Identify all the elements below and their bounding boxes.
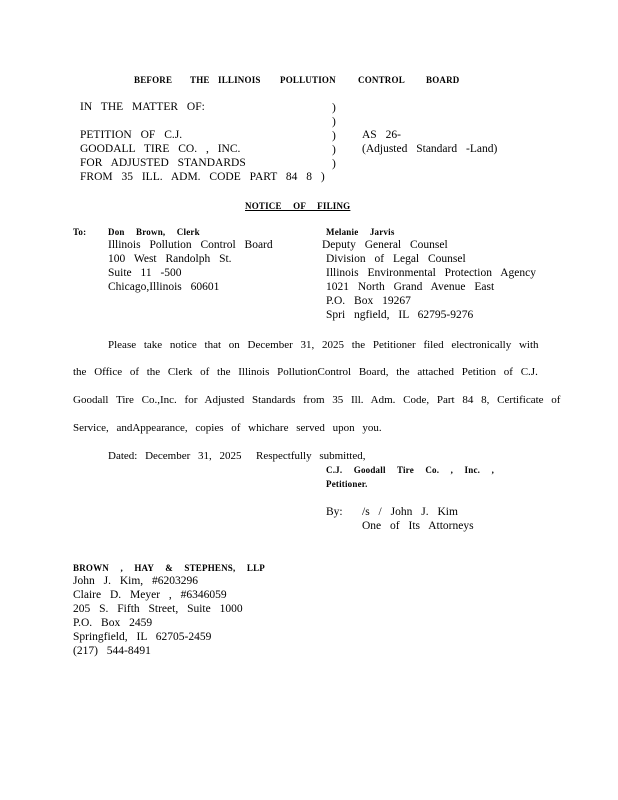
- addressee-name: Don Brown, Clerk: [108, 227, 200, 237]
- party-name: C.J. Goodall Tire Co. , Inc. ,: [326, 465, 495, 475]
- address-line: Illinois Pollution Control Board: [108, 239, 273, 251]
- heading-word: THE: [190, 75, 210, 85]
- caption-line: IN THE MATTER OF:: [80, 101, 205, 113]
- notice-title: NOTICE OF FILING: [245, 201, 351, 211]
- paragraph-line: Please take notice that on December 31, 2025 the Petitioner filed electronically with: [108, 339, 539, 351]
- signer-role: One of Its Attorneys: [362, 520, 474, 532]
- closing-line: Respectfully submitted,: [256, 450, 366, 462]
- address-line: Deputy General Counsel: [322, 239, 448, 251]
- address-line: Division of Legal Counsel: [326, 253, 466, 265]
- caption-line: PETITION OF C.J.: [80, 129, 183, 141]
- caption-bracket: ): [332, 116, 336, 128]
- firm-line: John J. Kim, #6203296: [73, 575, 199, 587]
- by-label: By:: [326, 506, 343, 518]
- caption-bracket: ): [332, 102, 336, 114]
- caption-bracket: ): [332, 158, 336, 170]
- heading-word: BEFORE: [134, 75, 173, 85]
- address-line: P.O. Box 19267: [326, 295, 411, 307]
- case-number: AS 26-: [362, 129, 401, 141]
- firm-name: BROWN , HAY & STEPHENS, LLP: [73, 563, 266, 573]
- firm-line: Claire D. Meyer , #6346059: [73, 589, 227, 601]
- firm-line: (217) 544-8491: [73, 645, 151, 657]
- heading-word: POLLUTION: [280, 75, 336, 85]
- address-line: 1021 North Grand Avenue East: [326, 281, 495, 293]
- heading-word: BOARD: [426, 75, 460, 85]
- caption-line: FOR ADJUSTED STANDARDS: [80, 157, 246, 169]
- caption-bracket: ): [332, 144, 336, 156]
- to-label: To:: [73, 227, 87, 237]
- party-role: Petitioner.: [326, 479, 368, 489]
- caption-bracket: ): [332, 130, 336, 142]
- addressee-name: Melanie Jarvis: [326, 227, 395, 237]
- case-type: (Adjusted Standard -Land): [362, 143, 498, 155]
- address-line: Spri ngfield, IL 62795-9276: [326, 309, 474, 321]
- address-line: Suite 11 -500: [108, 267, 182, 279]
- firm-line: 205 S. Fifth Street, Suite 1000: [73, 603, 243, 615]
- paragraph-line: Goodall Tire Co.,Inc. for Adjusted Standards from 35 Ill. Adm. Code, Part 84 8, Certificate of: [73, 394, 561, 406]
- firm-line: Springfield, IL 62705-2459: [73, 631, 212, 643]
- paragraph-line: Service, andAppearance, copies of whichare served upon you.: [73, 422, 382, 434]
- heading-word: ILLINOIS: [218, 75, 261, 85]
- signature-line: /s / John J. Kim: [362, 506, 458, 518]
- caption-line: GOODALL TIRE CO. , INC.: [80, 143, 241, 155]
- address-line: Illinois Environmental Protection Agency: [326, 267, 536, 279]
- firm-line: P.O. Box 2459: [73, 617, 153, 629]
- paragraph-line: the Office of the Clerk of the Illinois PollutionControl Board, the attached Petition of C.J.: [73, 366, 538, 378]
- dated-line: Dated: December 31, 2025: [108, 450, 242, 462]
- caption-line: FROM 35 ILL. ADM. CODE PART 84 8 ): [80, 171, 325, 183]
- heading-word: CONTROL: [358, 75, 405, 85]
- address-line: Chicago,Illinois 60601: [108, 281, 220, 293]
- address-line: 100 West Randolph St.: [108, 253, 232, 265]
